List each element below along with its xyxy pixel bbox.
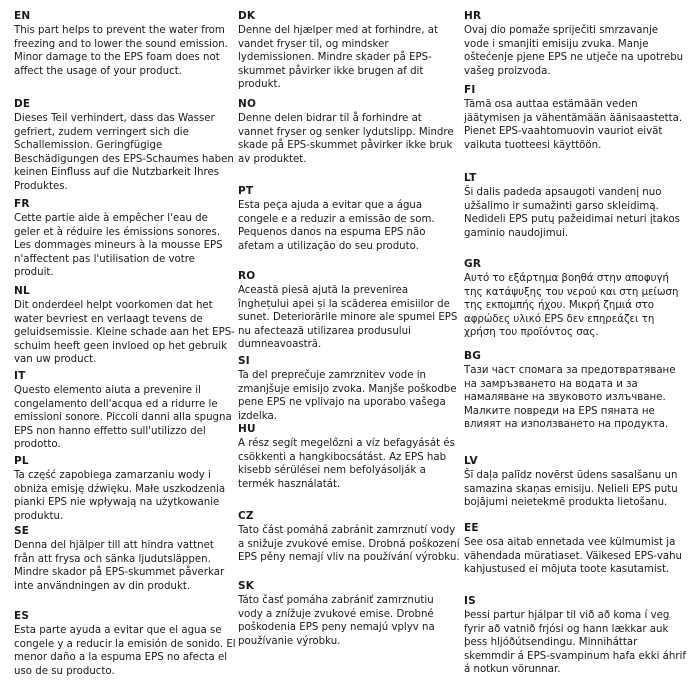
notice-text: Тази част спомага за предотвратяване на замръзването на водата и за намаляване на звуковото излъчване. Малките повреди на EPS пяната не влияят на използването на продукта. bbox=[464, 365, 676, 431]
language-code: PT bbox=[238, 185, 254, 197]
notice-text: Tämä osa auttaa estämään veden jäätymisen ja vähentämään äänisaastetta. Pienet EPS-vaahtomuovin vauriot eivät vaikuta tuotteesi käyttöön. bbox=[464, 99, 683, 151]
language-code: RO bbox=[238, 270, 256, 282]
section-pl bbox=[14, 455, 236, 523]
notice-text: Tato část pomáhá zabránit zamrznutí vody a snižuje zvukové emise. Drobná poškození EPS pěny nemají vliv na používání výrobku. bbox=[238, 525, 460, 564]
notice-text: Ši dalis padeda apsaugoti vandenį nuo užšalimo ir sumažinti garso skleidimą. Nedideli EPS putų pažeidimai neturi įtakos gaminio naudojimui. bbox=[464, 187, 680, 239]
section-es bbox=[14, 610, 236, 678]
language-code: ES bbox=[14, 610, 30, 622]
language-code: DK bbox=[238, 10, 256, 22]
section-si bbox=[238, 355, 460, 423]
notice-text: Dit onderdeel helpt voorkomen dat het water bevriest en verlaagt tevens de geluidsemissie. Kleine schade aan het EPS-schuim heeft geen invloed op het gebruik van uw product. bbox=[14, 300, 235, 366]
notice-text: Ta część zapobiega zamarzaniu wody i obniża emisję dźwięku. Małe uszkodzenia pianki EPS nie wpływają na użytkowanie produktu. bbox=[14, 470, 226, 522]
notice-text: Denna del hjälper till att hindra vattnet från att frysa och sänka ljudutsläppen. Mindre skador på EPS-skummet påverkar inte användningen av din produkt. bbox=[14, 540, 225, 592]
language-code: CZ bbox=[238, 510, 254, 522]
notice-text: Esta peça ajuda a evitar que a água congele e a reduzir a emissão de som. Pequenos danos na espuma EPS não afetam a utilização do seu produto. bbox=[238, 200, 435, 252]
language-code: BG bbox=[464, 350, 482, 362]
notice-text: See osa aitab ennetada vee külmumist ja vähendada müratiaset. Väikesed EPS-vahu kahjustused ei mõjuta toote kasutamist. bbox=[464, 537, 683, 576]
notice-text: Αυτό το εξάρτημα βοηθά στην αποφυγή της κατάψυξης του νερού και στη μείωση της εκπομπής ήχου. Μικρή ζημιά στο αφρώδες υλικό EPS δεν επηρεάζει τη χρήση του προϊόντος σας. bbox=[464, 273, 679, 339]
notice-text: Această piesă ajută la prevenirea înghețului apei și la scăderea emisiilor de sunet. Deteriorările minore ale spumei EPS nu afectează utilizarea produsului dumneavoastră. bbox=[238, 285, 458, 351]
language-code: NO bbox=[238, 98, 257, 110]
notice-text: This part helps to prevent the water from freezing and to lower the sound emission. Minor damage to the EPS foam does not affect the usage of your product. bbox=[14, 25, 228, 77]
section-cz bbox=[238, 510, 460, 565]
language-code: EE bbox=[464, 522, 479, 534]
notice-text: Šī daļa palīdz novērst ūdens sasalšanu un samazina skaņas emisiju. Nelieli EPS putu bojājumi neietekmē produkta lietošanu. bbox=[464, 470, 678, 509]
language-code: LV bbox=[464, 455, 478, 467]
section-ee bbox=[464, 522, 686, 577]
notice-text: Þessi partur hjálpar til við að koma í veg fyrir að vatnið frjósi og hann lækkar auk þess hljóðútsendingu. Minniháttar skemmdir á EPS-svampinum hafa ekki áhrif á notkun vörunnar. bbox=[464, 610, 686, 676]
section-lv bbox=[464, 455, 686, 510]
notice-text: Denne delen bidrar til å forhindre at vannet fryser og senker lydutslipp. Mindre skade på EPS-skummet påvirker ikke bruk av produktet. bbox=[238, 113, 454, 165]
section-no bbox=[238, 98, 460, 166]
section-dk bbox=[238, 10, 460, 92]
notice-text: Cette partie aide à empêcher l'eau de geler et à réduire les émissions sonores. Les dommages mineurs à la mousse EPS n'affectent pas l'utilisation de votre produit. bbox=[14, 213, 223, 279]
section-nl bbox=[14, 285, 236, 367]
section-en bbox=[14, 10, 236, 78]
language-code: HR bbox=[464, 10, 482, 22]
section-hu bbox=[238, 423, 460, 491]
notice-text: Dieses Teil verhindert, dass das Wasser gefriert, zudem verringert sich die Schallemission. Geringfügige Beschädigungen des EPS-Schaumes haben keinen Einfluss auf die Nutzbarkeit Ihres Produktes. bbox=[14, 113, 234, 192]
language-code: IT bbox=[14, 370, 26, 382]
language-code: IS bbox=[464, 595, 476, 607]
section-gr bbox=[464, 258, 686, 340]
language-code: DE bbox=[14, 98, 31, 110]
section-lt bbox=[464, 172, 686, 240]
notice-text: Denne del hjælper med at forhindre, at vandet fryser til, og mindsker lydemissionen. Mindre skader på EPS-skummet påvirker ikke brugen af dit produkt. bbox=[238, 25, 438, 91]
language-code: HU bbox=[238, 423, 256, 435]
section-fi bbox=[464, 84, 686, 152]
notice-text: Ta del preprečuje zamrznitev vode in zmanjšuje emisijo zvoka. Manjše poškodbe pene EPS ne vplivajo na uporabo vašega izdelka. bbox=[238, 370, 457, 422]
language-code: SK bbox=[238, 580, 255, 592]
section-hr bbox=[464, 10, 686, 78]
language-code: GR bbox=[464, 258, 482, 270]
language-code: FI bbox=[464, 84, 476, 96]
section-sk bbox=[238, 580, 460, 648]
language-code: SI bbox=[238, 355, 250, 367]
language-code: SE bbox=[14, 525, 30, 537]
notice-text: Questo elemento aiuta a prevenire il congelamento dell'acqua ed a ridurre le emissioni sonore. Piccoli danni alla spugna EPS non hanno effetto sull'utilizzo del prodotto. bbox=[14, 385, 232, 451]
notice-text: Ovaj dio pomaže spriječiti smrzavanje vode i smanjiti emisiju zvuka. Manje oštećenje pjene EPS ne utječe na upotrebu vašeg proizvoda. bbox=[464, 25, 684, 77]
language-code: LT bbox=[464, 172, 477, 184]
language-code: EN bbox=[14, 10, 31, 22]
notice-text: Táto časť pomáha zabrániť zamrznutiu vody a znížuje zvukové emise. Drobné poškodenia EPS peny nemajú vplyv na používanie výrobku. bbox=[238, 595, 435, 647]
section-pt bbox=[238, 185, 460, 253]
section-se bbox=[14, 525, 236, 593]
notice-text: A rész segít megelőzni a víz befagyását és csökkenti a hangkibocsátást. Az EPS hab kisebb sérülései nem befolyásolják a termék használatát. bbox=[238, 438, 455, 490]
section-de bbox=[14, 98, 236, 194]
section-is bbox=[464, 595, 686, 677]
section-fr bbox=[14, 198, 236, 280]
language-code: FR bbox=[14, 198, 30, 210]
language-code: NL bbox=[14, 285, 30, 297]
section-bg bbox=[464, 350, 686, 432]
section-ro bbox=[238, 270, 460, 352]
section-it bbox=[14, 370, 236, 452]
notice-text: Esta parte ayuda a evitar que el agua se congele y a reducir la emisión de sonido. El menor daño a la espuma EPS no afecta el uso de su producto. bbox=[14, 625, 236, 677]
language-code: PL bbox=[14, 455, 29, 467]
